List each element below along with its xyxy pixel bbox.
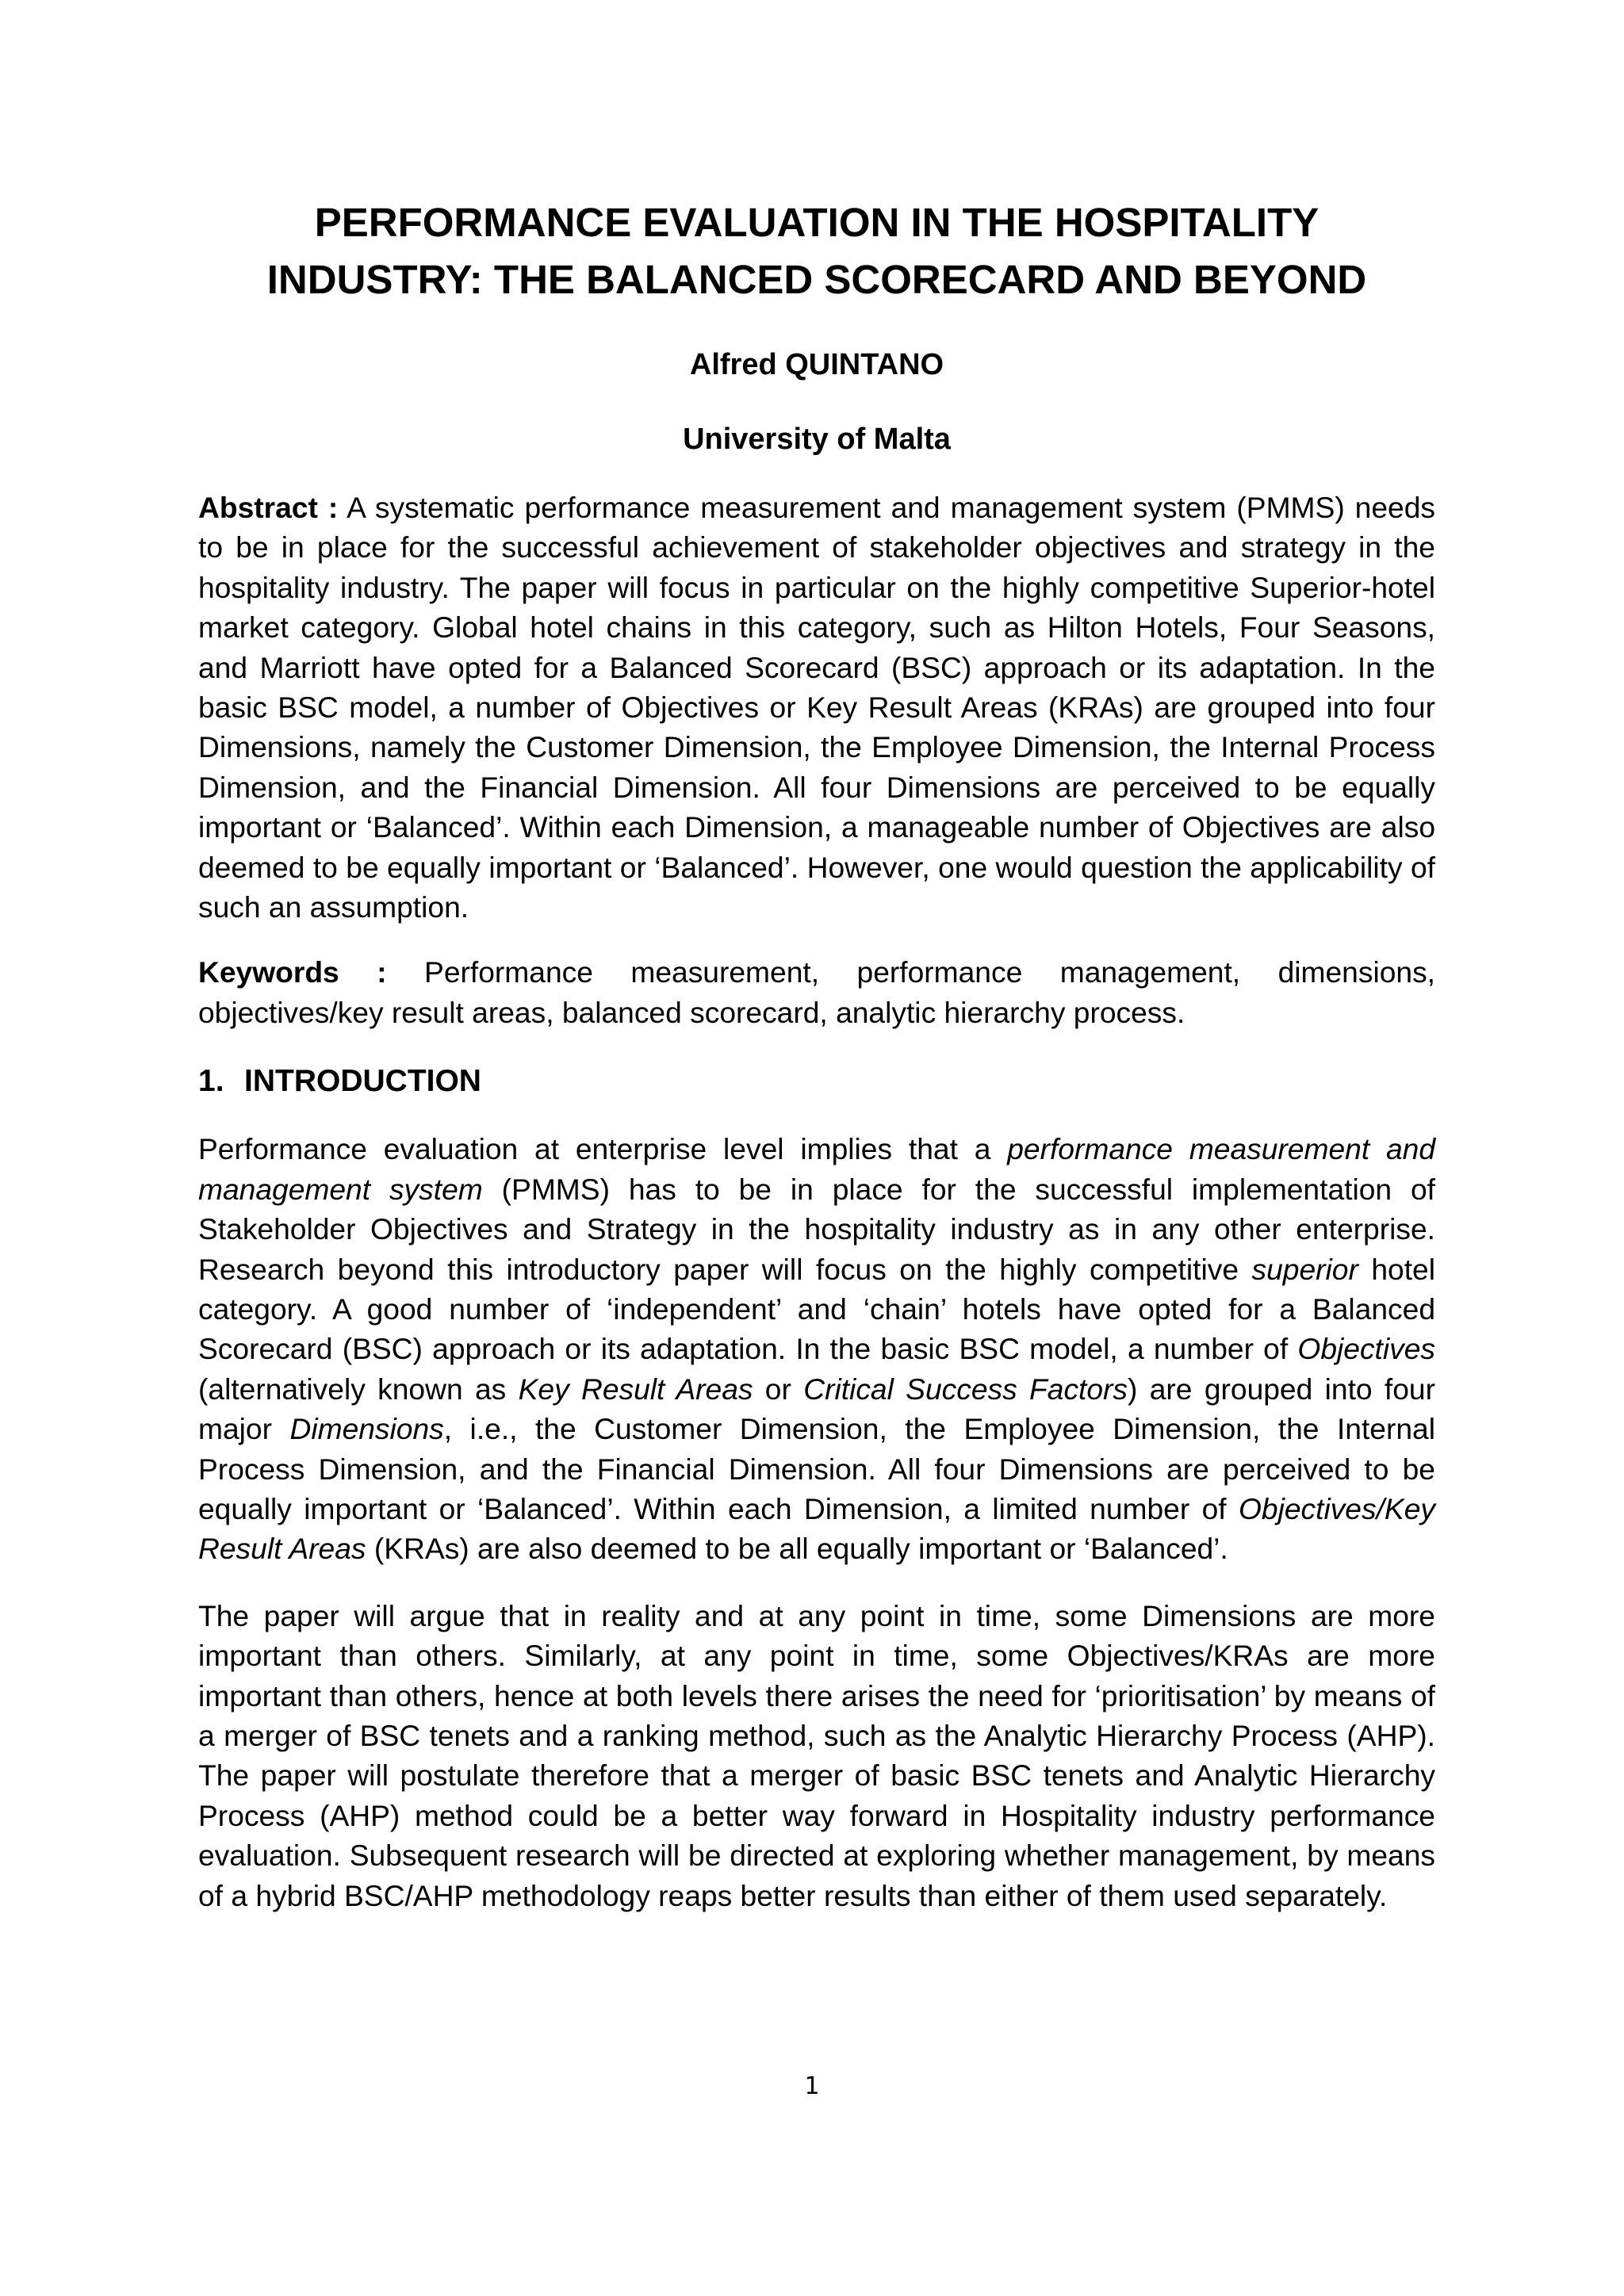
page-content [198, 194, 1435, 1915]
intro-italic-segment: Objectives/Key Result Areas [198, 1491, 1435, 1566]
abstract-text: A systematic performance measurement and management system (PMMS) needs to be in place for the successful achievement of stakeholder objectives and strategy in the hospitality industry. The paper will focus in particular on the highly competitive Superior-hotel market category. Global hotel chains in this category, such as Hilton Hotels, Four Seasons, and Marriott have opted for a Balanced Scorecard (BSC) approach or its adaptation. In the basic BSC model, a number of Objectives or Key Result Areas (KRAs) are grouped into four Dimensions, namely the Customer Dimension, the Employee Dimension, the Internal Process Dimension, and the Financial Dimension. All four Dimensions are perceived to be equally important or ‘Balanced’. Within each Dimension, a manageable number of Objectives are also deemed to be equally important or ‘Balanced’. However, one would question the applicability of such an assumption. [198, 491, 1436, 924]
keywords-paragraph [198, 952, 1435, 1032]
intro-italic-segment: performance measurement and management system [198, 1132, 1436, 1206]
intro-text-segment: or [753, 1372, 804, 1406]
section-heading-introduction [198, 1061, 1435, 1102]
title-line-2: INDUSTRY: THE BALANCED SCORECARD AND BEYOND [266, 257, 1367, 302]
keywords-label: Keywords : [198, 955, 387, 989]
intro-italic-segment: Dimensions [289, 1412, 444, 1446]
intro-italic-segment: Key Result Areas [518, 1372, 753, 1406]
intro-italic-segment: Critical Success Factors [803, 1372, 1128, 1406]
intro-text-segment: , i.e., the Customer Dimension, the Employee Dimension, the Internal Process Dimension, and the Financial Dimension. All four Dimensions are perceived to be equally important or ‘Balanced’. Within each Dimension, a limited number of [198, 1412, 1435, 1525]
introduction-paragraph-2: The paper will argue that in reality and at any point in time, some Dimensions are more important than others. Similarly, at any point in time, some Objectives/KRAs are more important than others, hence at both levels there arises the need for ‘prioritisation’ by means of a merger of BSC tenets and a ranking method, such as the Analytic Hierarchy Process (AHP). The paper will postulate therefore that a merger of basic BSC tenets and Analytic Hierarchy Process (AHP) method could be a better way forward in Hospitality industry performance evaluation. Subsequent research will be directed at exploring whether management, by means of a hybrid BSC/AHP methodology reaps better results than either of them used separately. [198, 1598, 1435, 1912]
abstract-paragraph [198, 488, 1435, 927]
section-title: INTRODUCTION [244, 1064, 481, 1099]
title-line-1: PERFORMANCE EVALUATION IN THE HOSPITALITY [314, 200, 1320, 245]
intro-text-segment: ) are grouped into four major [198, 1372, 1435, 1446]
intro-text-segment: (KRAs) are also deemed to be all equally important or ‘Balanced’. [366, 1532, 1228, 1566]
intro-italic-segment: Objectives [1297, 1332, 1435, 1366]
author-name: Alfred QUINTANO [689, 348, 944, 381]
page-number: 1 [804, 2072, 820, 2100]
intro-text-segment: (alternatively known as [198, 1372, 519, 1406]
paper-title [198, 194, 1435, 308]
abstract-label: Abstract : [198, 491, 339, 524]
intro-text-segment: Performance evaluation at enterprise level implies that a [198, 1132, 1008, 1166]
author-affiliation: University of Malta [683, 423, 951, 456]
intro-text-segment: hotel category. A good number of ‘independent’ and ‘chain’ hotels have opted for a Balanced Scorecard (BSC) approach or its adaptation. In the basic BSC model, a number of [198, 1252, 1435, 1366]
section-number: 1. [198, 1064, 224, 1099]
introduction-paragraph-1 [198, 1129, 1435, 1568]
intro-text-segment: (PMMS) has to be in place for the successful implementation of Stakeholder Objectives and Strategy in the hospitality industry as in any other enterprise. Research beyond this introductory paper will focus on the highly competitive [198, 1172, 1435, 1286]
intro-italic-segment: superior [1251, 1252, 1358, 1286]
keywords-text: Performance measurement, performance management, dimensions, objectives/key result areas, balanced scorecard, analytic hierarchy process. [198, 955, 1435, 1029]
